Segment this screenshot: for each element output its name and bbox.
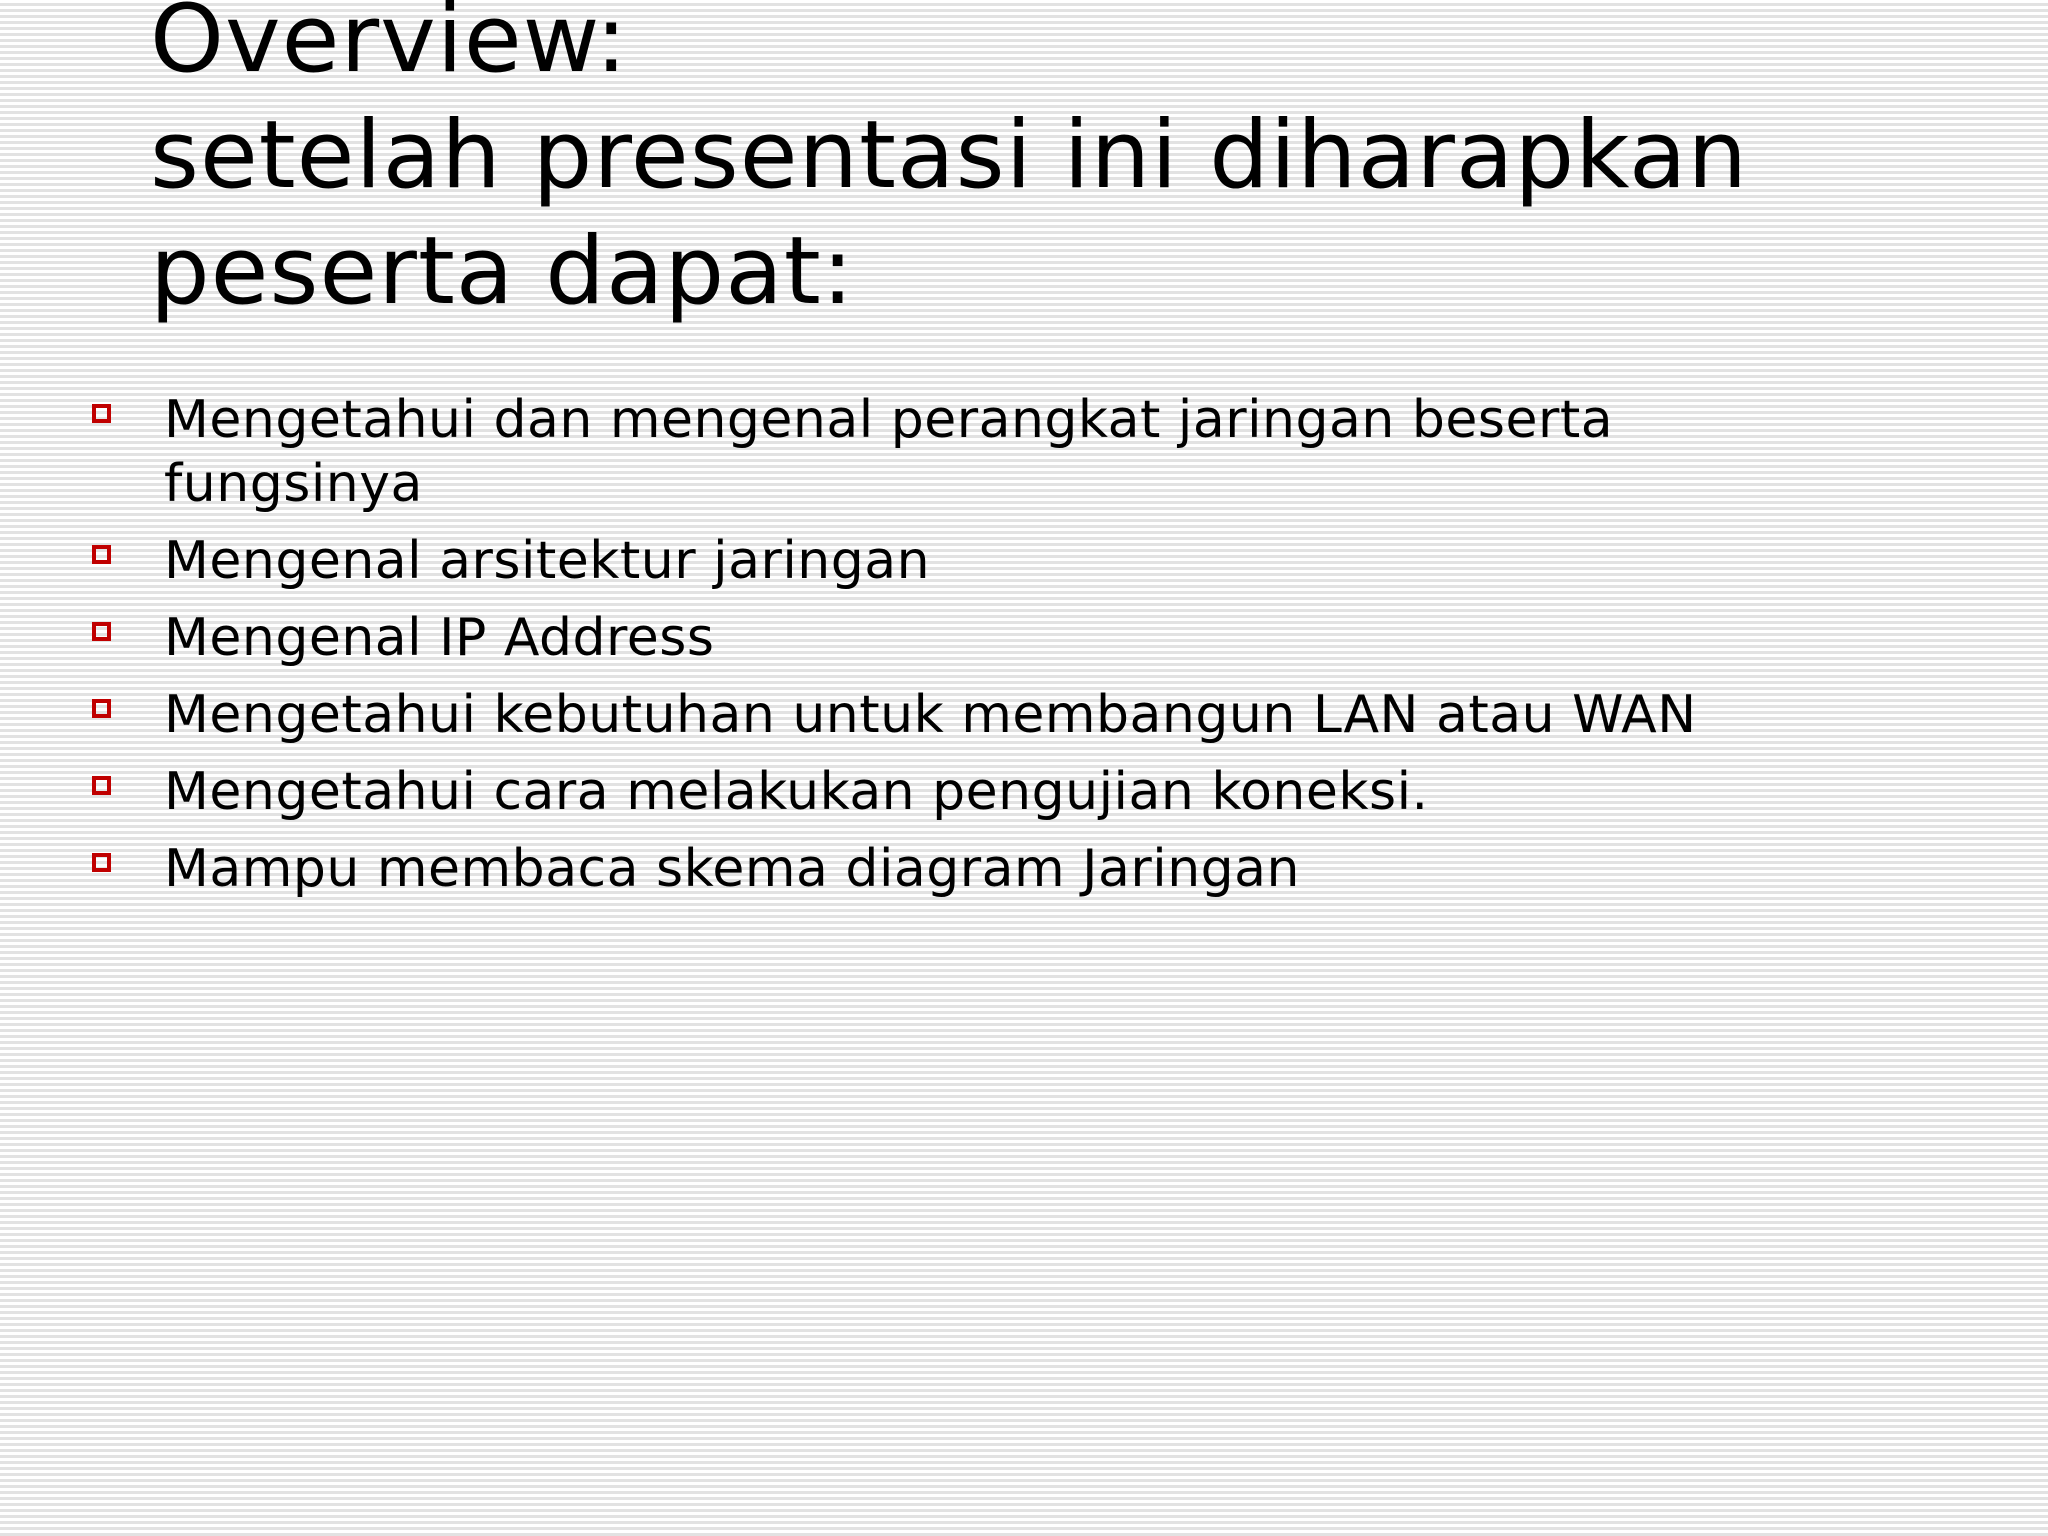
hollow-square-bullet-icon bbox=[92, 853, 111, 872]
bullet-item bbox=[0, 683, 1784, 747]
bullet-text: Mengenal arsitektur jaringan bbox=[164, 531, 931, 591]
bullet-text: Mengetahui kebutuhan untuk membangun LAN atau WAN bbox=[164, 685, 1697, 745]
title-line: setelah presentasi ini diharapkan bbox=[150, 101, 1749, 210]
bullet-text: Mengetahui cara melakukan pengujian koneksi. bbox=[164, 762, 1429, 822]
bullet-list bbox=[0, 388, 2048, 914]
bullet-item bbox=[0, 529, 1784, 593]
hollow-square-bullet-icon bbox=[92, 699, 111, 718]
hollow-square-bullet-icon bbox=[92, 776, 111, 795]
hollow-square-bullet-icon bbox=[92, 622, 111, 641]
bullet-item bbox=[0, 388, 1784, 516]
hollow-square-bullet-icon bbox=[92, 404, 111, 423]
bullet-item bbox=[0, 837, 1784, 901]
bullet-text: Mengetahui dan mengenal perangkat jaringan beserta fungsinya bbox=[164, 390, 1614, 514]
bullet-item bbox=[0, 760, 1784, 824]
hollow-square-bullet-icon bbox=[92, 545, 111, 564]
bullet-item bbox=[0, 606, 1784, 670]
bullet-text: Mampu membaca skema diagram Jaringan bbox=[164, 839, 1300, 899]
title-line: peserta dapat: bbox=[150, 217, 855, 326]
slide-title bbox=[150, 0, 1950, 330]
bullet-text: Mengenal IP Address bbox=[164, 608, 715, 668]
title-line: Overview: bbox=[150, 0, 629, 94]
